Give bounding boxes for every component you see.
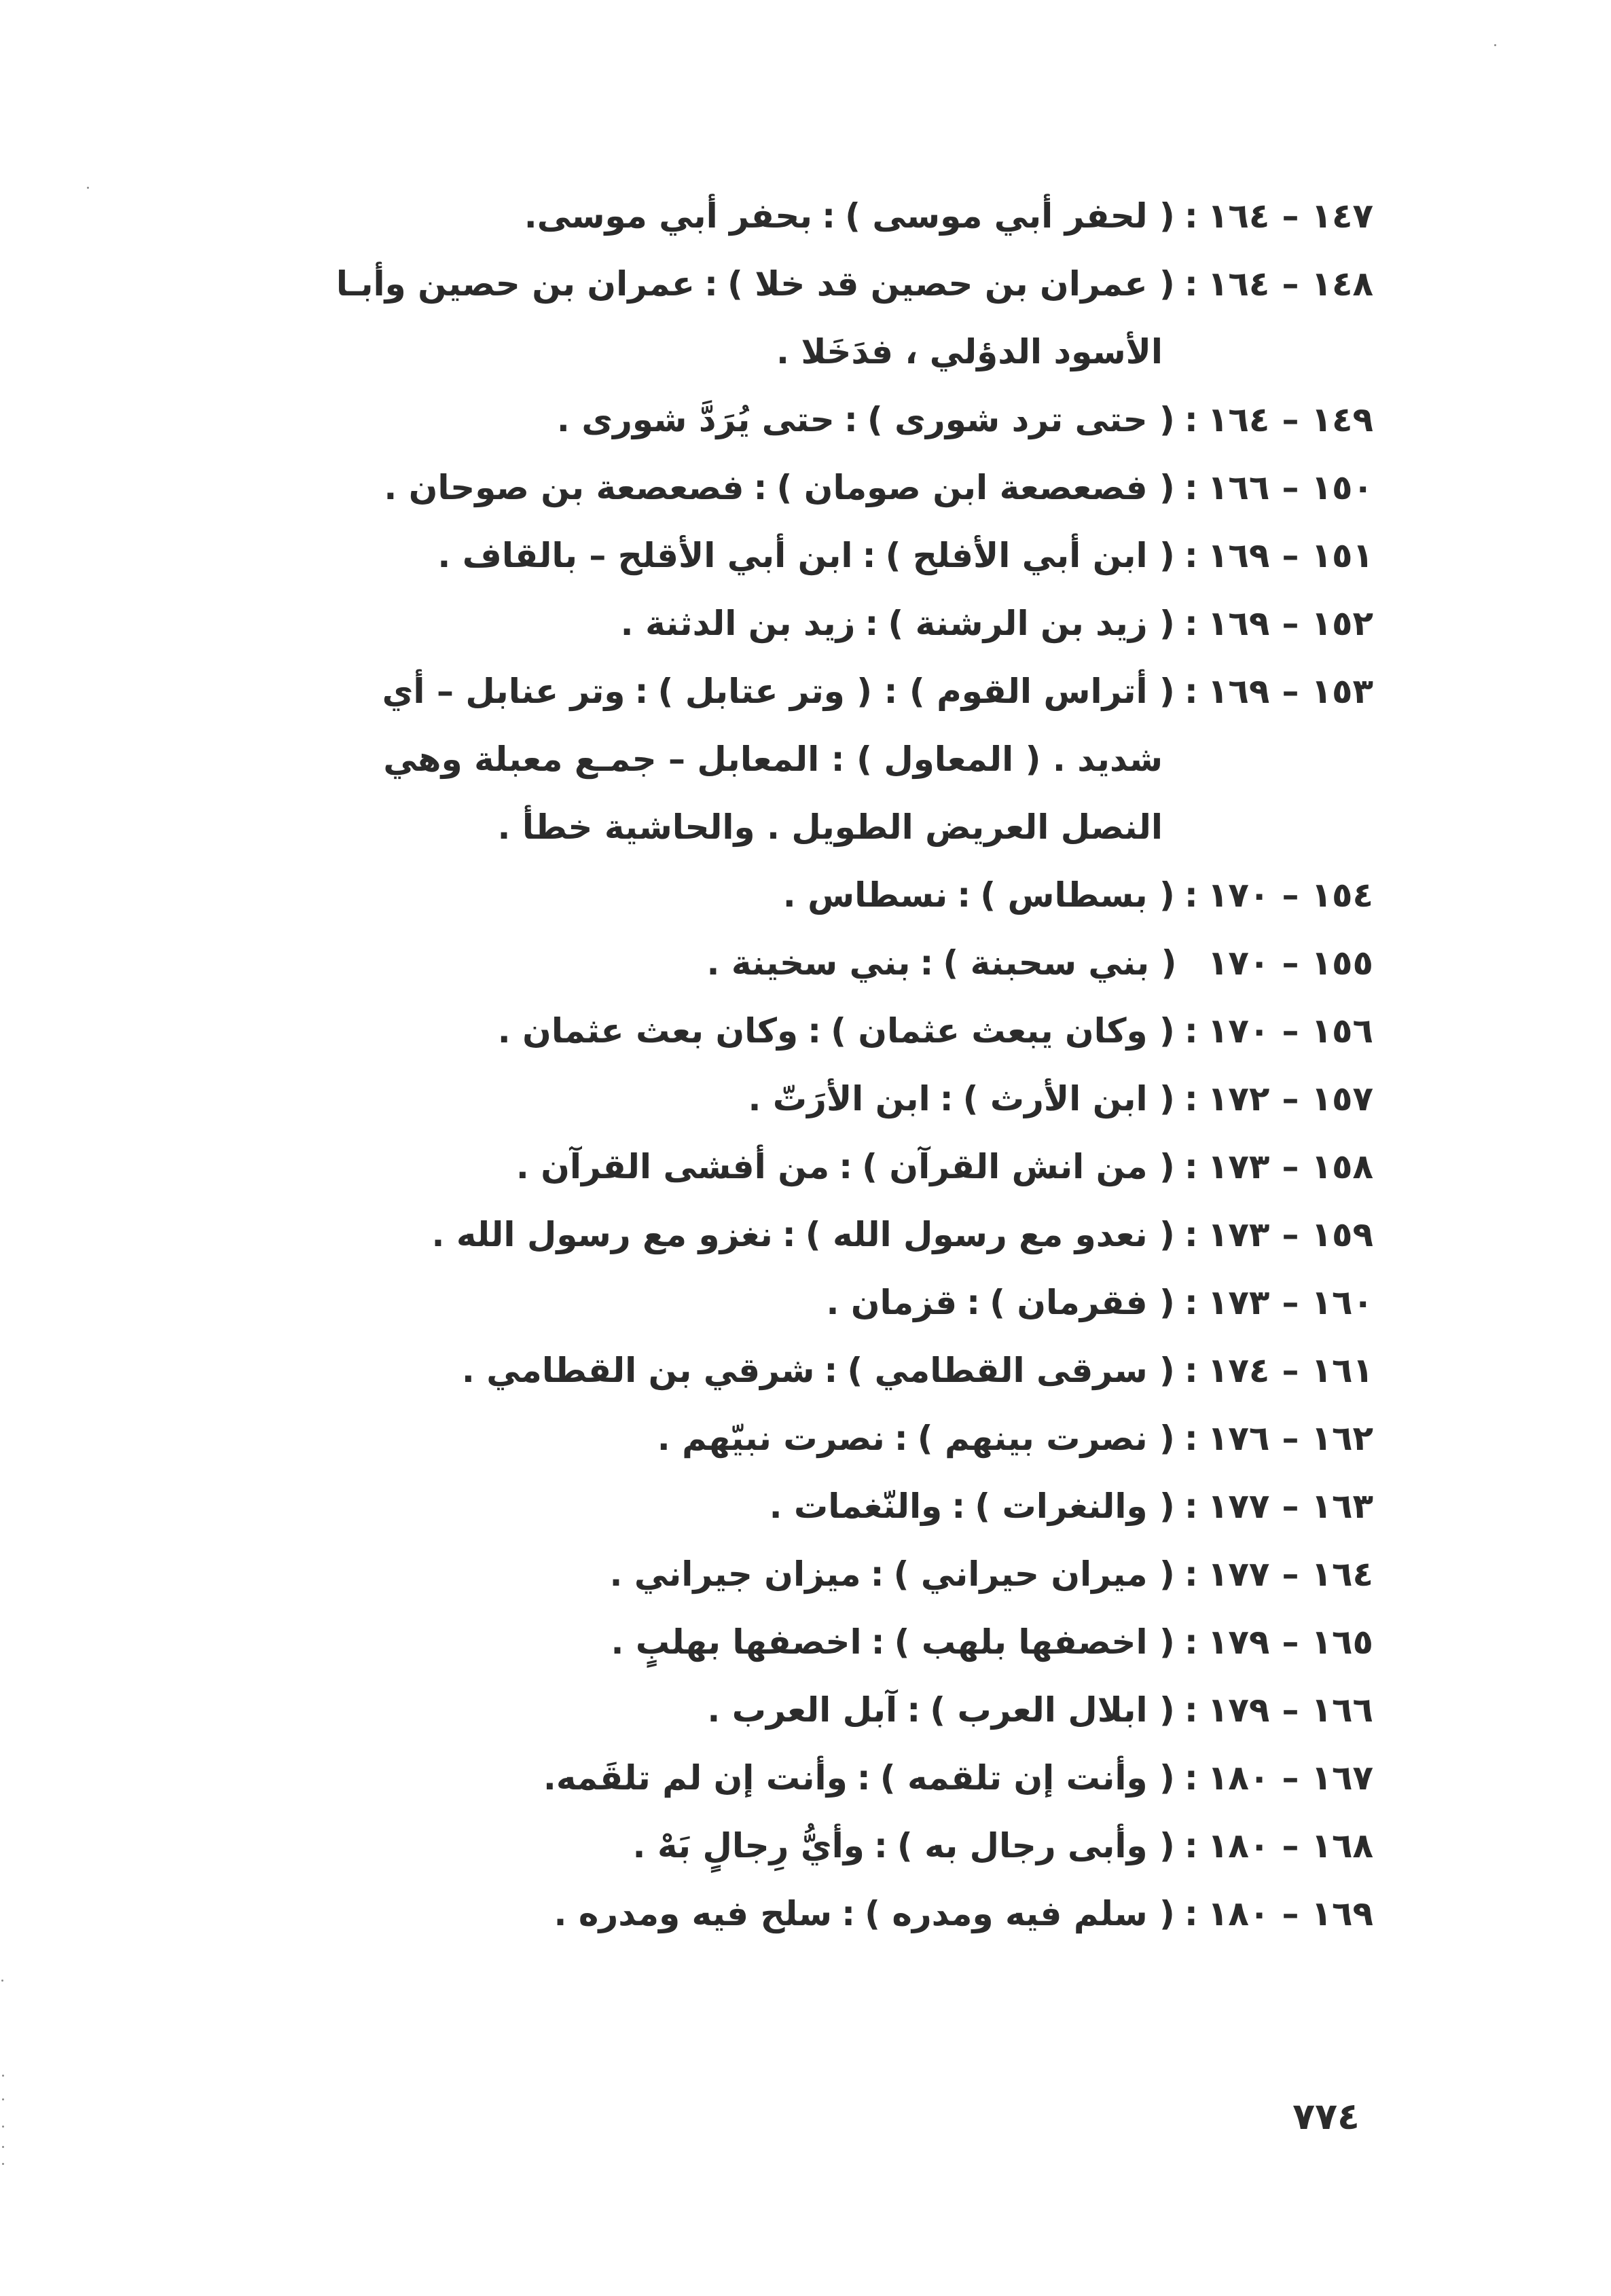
entry-number: ١٦١ xyxy=(1311,1351,1373,1390)
page-reference: ١٧٦ xyxy=(1207,1419,1270,1458)
page-reference: ١٦٦ xyxy=(1207,468,1270,507)
erroneous-text: ( لحفر أبي موسى ) xyxy=(845,196,1175,236)
correction-entry-169 xyxy=(253,1880,1373,1948)
colon-separator: : xyxy=(939,1079,954,1118)
dash-separator: – xyxy=(1282,264,1299,304)
dash-separator: – xyxy=(1282,1011,1299,1051)
corrected-text: من أفشى القرآن . xyxy=(515,1147,830,1186)
page-reference: ١٧٠ xyxy=(1207,875,1270,915)
dash-separator: – xyxy=(1282,1419,1299,1458)
colon-separator: : xyxy=(1184,1758,1198,1798)
scan-speck xyxy=(2,2126,4,2128)
colon-separator: : xyxy=(920,943,934,983)
corrected-text: شرقي بن القطامي . xyxy=(461,1351,815,1390)
entry-number: ١٥٤ xyxy=(1311,875,1373,915)
correction-entry-151 xyxy=(253,522,1373,589)
corrected-text: ميزان جيراني . xyxy=(609,1554,861,1594)
correction-entry-153 xyxy=(253,657,1373,725)
erroneous-text: ( سرقى القطامي ) xyxy=(847,1351,1175,1390)
corrected-text: وكان بعث عثمان . xyxy=(497,1011,799,1051)
colon-separator: : xyxy=(824,1351,838,1390)
entry-continuation-line: النصل العريض الطويل . والحاشية خطأ . xyxy=(497,807,1163,847)
colon-separator: : xyxy=(808,1011,822,1051)
colon-separator: : xyxy=(966,1283,981,1322)
colon-separator: : xyxy=(1184,1690,1198,1730)
entry-number: ١٥٣ xyxy=(1311,672,1373,711)
colon-separator: : xyxy=(907,1690,921,1730)
colon-separator: : xyxy=(1184,672,1198,711)
page-reference: ١٧٢ xyxy=(1207,1079,1270,1118)
scan-speck xyxy=(1494,44,1496,46)
page-reference: ١٨٠ xyxy=(1207,1758,1270,1798)
colon-separator: : xyxy=(862,536,876,575)
erroneous-text: ( ابلال العرب ) xyxy=(930,1690,1175,1730)
colon-separator: : xyxy=(871,1622,885,1662)
corrected-text: اخصفها بهلبٍ . xyxy=(611,1622,862,1662)
dash-separator: – xyxy=(1282,672,1299,711)
corrected-text: بني سخينة . xyxy=(706,943,911,983)
colon-separator: : xyxy=(753,468,767,507)
dash-separator: – xyxy=(1282,1487,1299,1526)
corrections-list xyxy=(253,182,1373,1948)
colon-separator: : xyxy=(1184,1622,1198,1662)
erroneous-text: ( فقرمان ) xyxy=(990,1283,1175,1322)
dash-separator: – xyxy=(1282,1215,1299,1254)
colon-separator: : xyxy=(856,1758,871,1798)
erroneous-text: ( نصرت بينهم ) xyxy=(917,1419,1175,1458)
entry-number: ١٥٠ xyxy=(1311,468,1373,507)
erroneous-text: ( فصعصعة ابن صومان ) xyxy=(776,468,1175,507)
correction-entry-168 xyxy=(253,1812,1373,1880)
colon-separator: : xyxy=(844,400,858,439)
correction-entry-166 xyxy=(253,1676,1373,1744)
entry-number: ١٦٢ xyxy=(1311,1419,1373,1458)
page-reference: ١٧٣ xyxy=(1207,1283,1270,1322)
colon-separator: : xyxy=(1184,264,1198,304)
page-reference: ١٧٩ xyxy=(1207,1690,1270,1730)
corrected-text: زيد بن الدثنة . xyxy=(620,604,856,643)
correction-entry-148 xyxy=(253,250,1373,318)
erroneous-text: ( نعدو مع رسول الله ) xyxy=(805,1215,1175,1254)
corrected-text: حتى يُرَدَّ شورى . xyxy=(556,400,835,439)
corrected-text: وأيُّ رِجالٍ بَهْ . xyxy=(632,1826,865,1865)
dash-separator: – xyxy=(1282,1147,1299,1186)
correction-entry-162 xyxy=(253,1404,1373,1472)
corrected-text: ابن أبي الأقلح – بالقاف . xyxy=(437,536,853,575)
entry-number: ١٥٢ xyxy=(1311,604,1373,643)
erroneous-text: ( عمران بن حصين قد خلا ) xyxy=(727,264,1175,304)
page-reference: ١٦٩ xyxy=(1207,672,1270,711)
page-reference: ١٧٣ xyxy=(1207,1147,1270,1186)
colon-separator: : xyxy=(1184,536,1198,575)
colon-separator: : xyxy=(957,875,971,915)
erroneous-text: ( وأنت إن تلقمه ) xyxy=(880,1758,1175,1798)
correction-entry-160 xyxy=(253,1269,1373,1336)
entry-number: ١٦٣ xyxy=(1311,1487,1373,1526)
entry-continuation-line: شديد . ( المعاول ) : المعابل – جمـع معبلة وهي xyxy=(383,740,1163,779)
corrected-text: وأنت إن لم تلقَمه. xyxy=(543,1758,848,1798)
colon-separator: : xyxy=(865,604,879,643)
entry-number: ١٤٩ xyxy=(1311,400,1373,439)
entry-number: ١٥٧ xyxy=(1311,1079,1373,1118)
dash-separator: – xyxy=(1282,943,1299,983)
scan-speck xyxy=(87,187,89,189)
entry-number: ١٤٧ xyxy=(1311,196,1373,236)
colon-separator: : xyxy=(1184,875,1198,915)
correction-entry-159 xyxy=(253,1201,1373,1269)
colon-separator: : xyxy=(1184,1351,1198,1390)
colon-separator: : xyxy=(839,1147,853,1186)
colon-separator: : xyxy=(1184,1826,1198,1865)
dash-separator: – xyxy=(1282,1351,1299,1390)
corrected-text: بحفر أبي موسى. xyxy=(524,196,813,236)
page-reference: ١٧٠ xyxy=(1207,943,1270,983)
colon-separator: : xyxy=(1184,1487,1198,1526)
correction-entry-147 xyxy=(253,182,1373,250)
correction-entry-156 xyxy=(253,997,1373,1065)
dash-separator: – xyxy=(1282,468,1299,507)
page-number: ٧٧٤ xyxy=(1292,2095,1360,2138)
page-reference: ١٧٧ xyxy=(1207,1554,1270,1594)
colon-separator: : xyxy=(782,1215,796,1254)
corrected-text: نغزو مع رسول الله . xyxy=(431,1215,773,1254)
dash-separator: – xyxy=(1282,604,1299,643)
colon-separator: : xyxy=(894,1419,908,1458)
corrected-text: سلح فيه ومدره . xyxy=(554,1894,833,1933)
scan-speck xyxy=(2,2163,4,2165)
page-reference: ١٦٩ xyxy=(1207,536,1270,575)
corrected-text: نسطاس . xyxy=(782,875,948,915)
dash-separator: – xyxy=(1282,1758,1299,1798)
entry-number: ١٥٦ xyxy=(1311,1011,1373,1051)
entry-continuation-line: الأسود الدؤلي ، فدَخَلا . xyxy=(776,332,1163,371)
dash-separator: – xyxy=(1282,536,1299,575)
erroneous-text: ( والنغرات ) xyxy=(975,1487,1175,1526)
colon-separator: : xyxy=(704,264,719,304)
correction-entry-163 xyxy=(253,1472,1373,1540)
dash-separator: – xyxy=(1282,196,1299,236)
correction-entry-150 xyxy=(253,454,1373,522)
colon-separator: : xyxy=(1184,1554,1198,1594)
page-reference: ١٧٠ xyxy=(1207,1011,1270,1051)
entry-number: ١٦٤ xyxy=(1311,1554,1373,1594)
entry-number: ١٦٨ xyxy=(1311,1826,1373,1865)
correction-entry-158 xyxy=(253,1133,1373,1201)
erroneous-text: ( ابن الأرث ) xyxy=(962,1079,1175,1118)
dash-separator: – xyxy=(1282,400,1299,439)
page-reference: ١٧٧ xyxy=(1207,1487,1270,1526)
scan-speck xyxy=(2,2098,4,2100)
dash-separator: – xyxy=(1282,1690,1299,1730)
colon-separator: : xyxy=(1184,1215,1198,1254)
entry-number: ١٦٥ xyxy=(1311,1622,1373,1662)
colon-separator: : xyxy=(822,196,836,236)
spacer xyxy=(1176,943,1207,983)
erroneous-text: ( زيد بن الرشنة ) xyxy=(888,604,1175,643)
page-reference: ١٧٤ xyxy=(1207,1351,1270,1390)
colon-separator: : xyxy=(1184,1011,1198,1051)
correction-entry-167 xyxy=(253,1744,1373,1812)
colon-separator: : xyxy=(1184,468,1198,507)
corrected-text: آبل العرب . xyxy=(707,1690,898,1730)
erroneous-text: ( أتراس القوم ) : ( وتر عتابل ) xyxy=(657,672,1175,711)
page-reference: ١٦٩ xyxy=(1207,604,1270,643)
dash-separator: – xyxy=(1282,1894,1299,1933)
corrected-text: ابن الأرَتّ . xyxy=(748,1079,930,1118)
erroneous-text: ( ميران حيراني ) xyxy=(893,1554,1175,1594)
erroneous-text: ( بسطاس ) xyxy=(980,875,1175,915)
colon-separator: : xyxy=(1184,1147,1198,1186)
correction-entry-165 xyxy=(253,1608,1373,1676)
correction-entry-157 xyxy=(253,1065,1373,1133)
colon-separator: : xyxy=(1184,1079,1198,1118)
erroneous-text: ( سلم فيه ومدره ) xyxy=(865,1894,1175,1933)
page-reference: ١٦٤ xyxy=(1207,400,1270,439)
scan-speck xyxy=(2,2146,4,2148)
colon-separator: : xyxy=(1184,196,1198,236)
entry-number: ١٤٨ xyxy=(1311,264,1373,304)
page-reference: ١٦٤ xyxy=(1207,196,1270,236)
corrected-text: عمران بن حصين وأبـا xyxy=(336,264,695,304)
erroneous-text: ( اخصفها بلهب ) xyxy=(894,1622,1175,1662)
correction-entry-155 xyxy=(253,929,1373,997)
corrected-text: وتر عنابل – أي xyxy=(382,672,626,711)
dash-separator: – xyxy=(1282,1826,1299,1865)
correction-entry-152 xyxy=(253,589,1373,657)
dash-separator: – xyxy=(1282,1079,1299,1118)
entry-number: ١٦٠ xyxy=(1311,1283,1373,1322)
page-reference: ١٨٠ xyxy=(1207,1826,1270,1865)
colon-separator: : xyxy=(1184,604,1198,643)
colon-separator: : xyxy=(841,1894,856,1933)
colon-separator: : xyxy=(1184,1419,1198,1458)
erroneous-text: ( ابن أبي الأفلح ) xyxy=(885,536,1175,575)
entry-number: ١٦٩ xyxy=(1311,1894,1373,1933)
corrected-text: قزمان . xyxy=(826,1283,958,1322)
page-reference: ١٦٤ xyxy=(1207,264,1270,304)
dash-separator: – xyxy=(1282,875,1299,915)
corrected-text: فصعصعة بن صوحان . xyxy=(384,468,744,507)
erroneous-text: ( بني سحبنة ) xyxy=(943,943,1177,983)
colon-separator: : xyxy=(1184,400,1198,439)
page-reference: ١٧٩ xyxy=(1207,1622,1270,1662)
entry-number: ١٥٩ xyxy=(1311,1215,1373,1254)
colon-separator: : xyxy=(634,672,649,711)
dash-separator: – xyxy=(1282,1622,1299,1662)
dash-separator: – xyxy=(1282,1283,1299,1322)
scan-speck xyxy=(1,1980,3,1982)
corrected-text: والنّغمات . xyxy=(769,1487,943,1526)
colon-separator: : xyxy=(1184,1894,1198,1933)
entry-number: ١٦٦ xyxy=(1311,1690,1373,1730)
page-reference: ١٨٠ xyxy=(1207,1894,1270,1933)
colon-separator: : xyxy=(873,1826,888,1865)
entry-number: ١٦٧ xyxy=(1311,1758,1373,1798)
entry-number: ١٥١ xyxy=(1311,536,1373,575)
colon-separator: : xyxy=(870,1554,884,1594)
entry-number: ١٥٨ xyxy=(1311,1147,1373,1186)
erroneous-text: ( وأبى رجال به ) xyxy=(897,1826,1175,1865)
correction-entry-164 xyxy=(253,1540,1373,1608)
colon-separator: : xyxy=(1184,1283,1198,1322)
colon-separator: : xyxy=(952,1487,966,1526)
page-reference: ١٧٣ xyxy=(1207,1215,1270,1254)
erroneous-text: ( حتى ترد شورى ) xyxy=(867,400,1175,439)
correction-entry-154 xyxy=(253,861,1373,929)
scan-speck xyxy=(2,2075,4,2077)
corrected-text: نصرت نبيّهم . xyxy=(657,1419,885,1458)
correction-entry-161 xyxy=(253,1336,1373,1404)
dash-separator: – xyxy=(1282,1554,1299,1594)
entry-number: ١٥٥ xyxy=(1311,943,1373,983)
correction-entry-149 xyxy=(253,386,1373,454)
erroneous-text: ( من انش القرآن ) xyxy=(862,1147,1175,1186)
erroneous-text: ( وكان يبعث عثمان ) xyxy=(831,1011,1175,1051)
